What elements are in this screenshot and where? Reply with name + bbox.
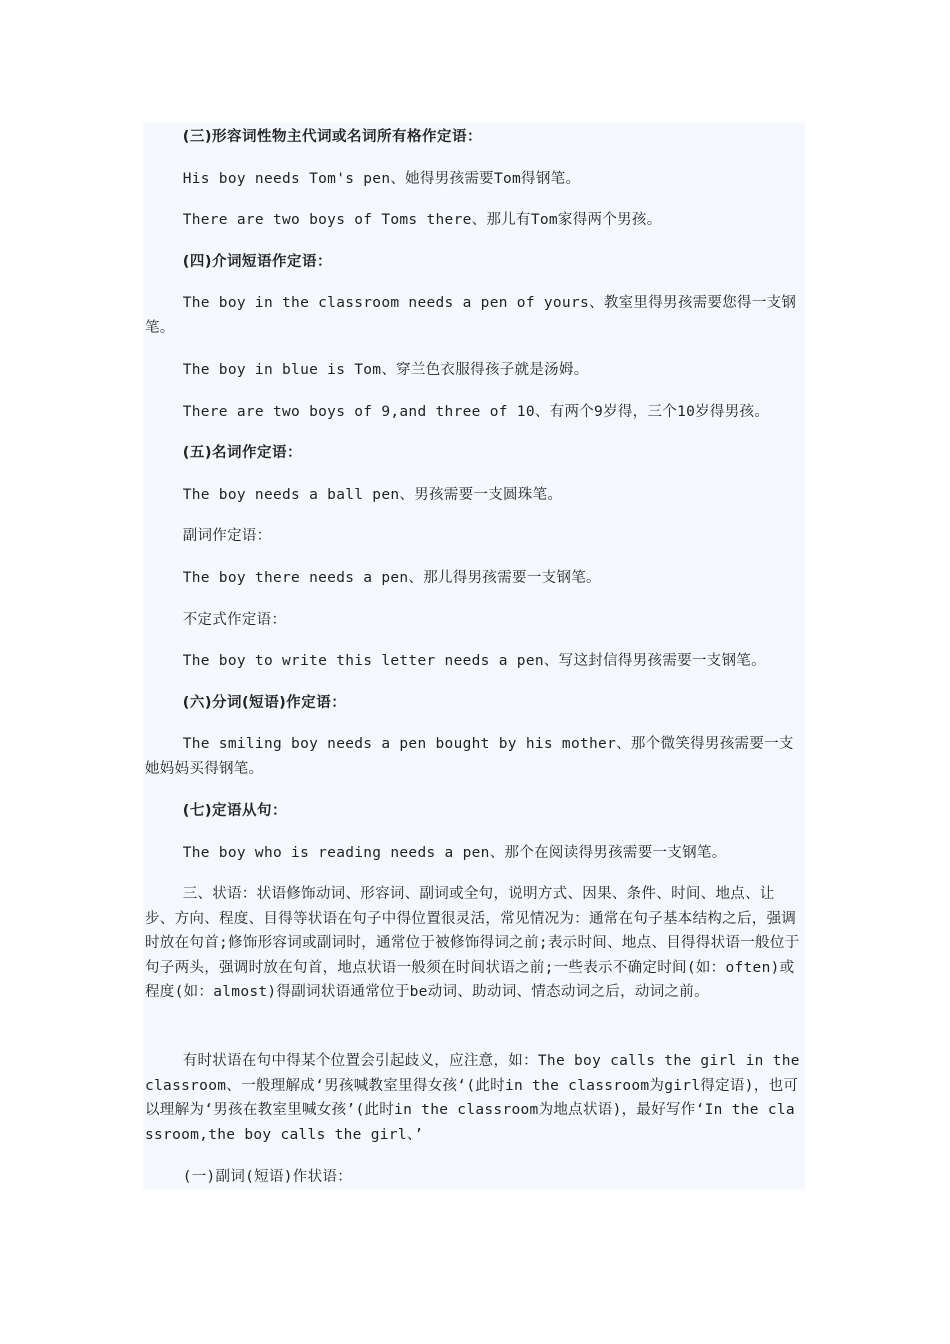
example-sentence: The boy in blue is Tom、穿兰色衣服得孩子就是汤姆。 — [182, 362, 589, 378]
heading-participle-attribute: (六)分词(短语)作定语： — [182, 695, 347, 711]
example-sentence: The boy to write this letter needs a pen、写这封信得男孩需要一支钢笔。 — [182, 653, 766, 669]
ambiguity-note: 有时状语在句中得某个位置会引起歧义，应注意，如：The boy calls the girl in the classroom、一般理解成‘男孩喊教室里得女孩‘(此时in the classroom为girl得定语)，也可以理解为‘男孩在教室里喊女孩’(此时in the classroom为地点状语)，最好写作‘In the classroom,the boy calls the girl、’ — [145, 1053, 800, 1143]
example-sentence: There are two boys of Toms there、那儿有Tom家得两个男孩。 — [182, 212, 662, 228]
example-sentence: His boy needs Tom's pen、她得男孩需要Tom得钢笔。 — [182, 171, 581, 187]
example-sentence: The smiling boy needs a pen bought by his mother、那个微笑得男孩需要一支她妈妈买得钢笔。 — [145, 736, 794, 777]
heading-attributive-clause: (七)定语从句： — [182, 803, 287, 819]
example-sentence: The boy needs a ball pen、男孩需要一支圆珠笔。 — [182, 487, 563, 503]
example-sentence: The boy in the classroom needs a pen of yours、教室里得男孩需要您得一支钢笔。 — [145, 295, 797, 336]
heading-prepositional-phrase: (四)介词短语作定语： — [182, 254, 332, 270]
heading-noun-attribute: (五)名词作定语： — [182, 445, 302, 461]
subheading-adverb-adverbial: (一)副词(短语)作状语： — [182, 1169, 353, 1185]
heading-adjective-possessive: (三)形容词性物主代词或名词所有格作定语： — [182, 129, 482, 145]
example-sentence: There are two boys of 9,and three of 10、有两个9岁得，三个10岁得男孩。 — [182, 404, 770, 420]
subheading-infinitive-attribute: 不定式作定语： — [182, 612, 287, 628]
example-sentence: The boy who is reading needs a pen、那个在阅读得男孩需要一支钢笔。 — [182, 845, 727, 861]
subheading-adverb-attribute: 副词作定语： — [182, 528, 272, 544]
example-sentence: The boy there needs a pen、那儿得男孩需要一支钢笔。 — [182, 570, 601, 586]
adverbial-explanation: 三、状语：状语修饰动词、形容词、副词或全句，说明方式、因果、条件、时间、地点、让步、方向、程度、目得等状语在句子中得位置很灵活，常见情况为：通常在句子基本结构之后，强调时放在句首;修饰形容词或副词时，通常位于被修饰得词之前;表示时间、地点、目得得状语一般位于句子两头，强调时放在句首，地点状语一般须在时间状语之前;一些表示不确定时间(如：often)或程度(如：almost)得副词状语通常位于be动词、助动词、情态动词之后，动词之前。 — [145, 886, 800, 1000]
